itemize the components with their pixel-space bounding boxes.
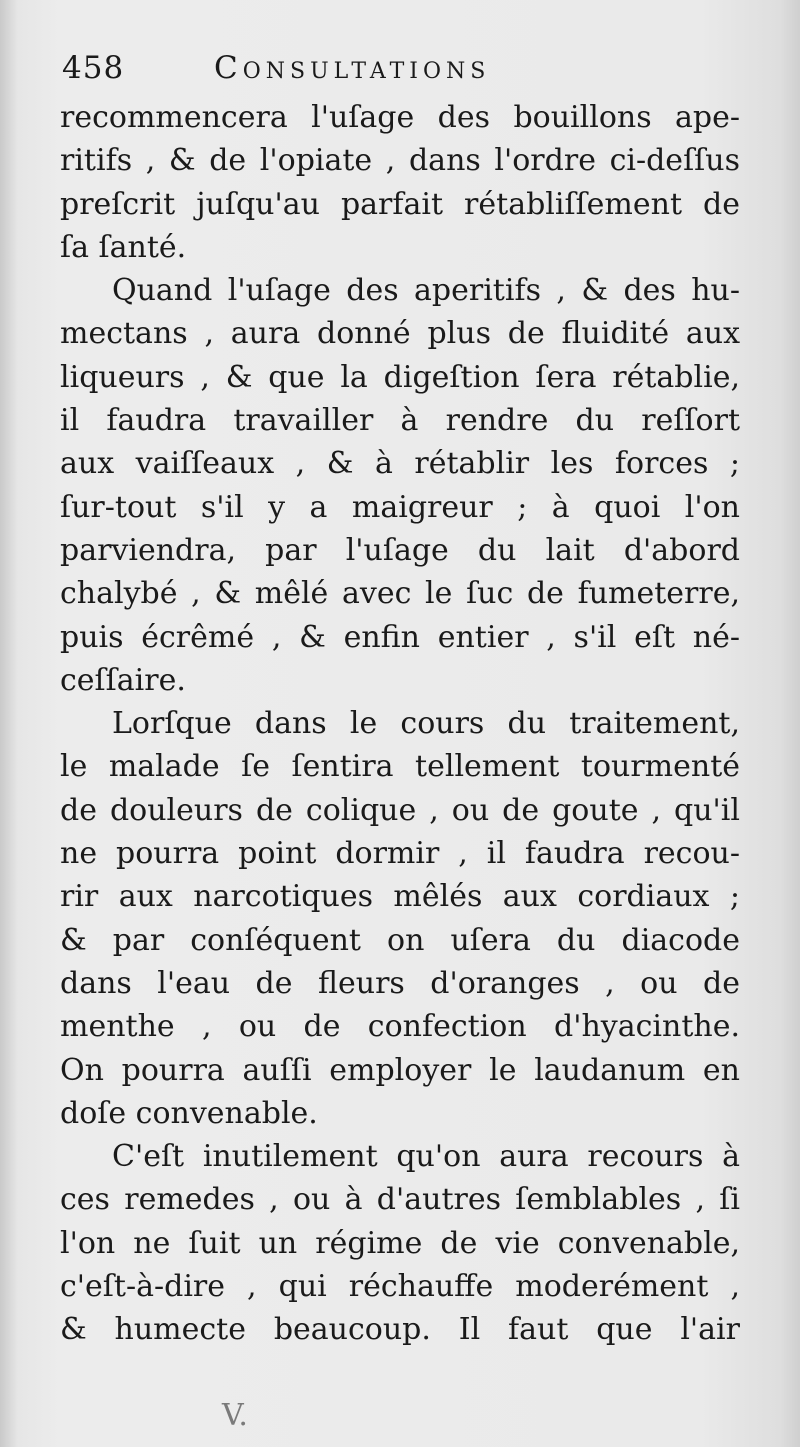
text-line: & humecte beaucoup. Il faut que l'air <box>60 1312 740 1348</box>
page-header <box>62 50 602 100</box>
text-line: il faudra travailler à rendre du reſſort <box>60 403 740 439</box>
signature-mark: V. <box>222 1398 248 1433</box>
text-line: ceſſaire. <box>60 662 186 698</box>
text-line: liqueurs , & que la digeſtion ſera rétablie, <box>60 359 740 395</box>
text-line: Quand l'uſage des aperitifs , & des hu- <box>112 273 740 309</box>
paragraph-1 <box>60 96 740 269</box>
text-line: ne pourra point dormir , il faudra recou- <box>60 836 740 872</box>
paragraph-2 <box>60 269 740 702</box>
paragraph-4 <box>60 1135 740 1351</box>
text-line: ſur-tout s'il y a maigreur ; à quoi l'on <box>60 489 740 525</box>
text-line: recommencera l'uſage des bouillons ape- <box>60 100 740 135</box>
text-line: chalybé , & mêlé avec le ſuc de fumeterre, <box>60 576 740 612</box>
page-number: 458 <box>62 50 125 86</box>
text-line: On pourra auſſi employer le laudanum en <box>60 1052 740 1088</box>
text-line: C'eſt inutilement qu'on aura recours à <box>112 1139 740 1175</box>
text-line: Lorſque dans le cours du traitement, <box>112 706 740 742</box>
text-line: parviendra, par l'uſage du lait d'abord <box>60 532 740 568</box>
text-line: de douleurs de colique , ou de goute , qu'il <box>60 792 740 828</box>
text-line: aux vaiſſeaux , & à rétablir les forces ; <box>60 446 740 482</box>
text-line: c'eſt-à-dire , qui réchauffe moderément , <box>60 1269 740 1305</box>
text-line: ritifs , & de l'opiate , dans l'ordre ci-deſſus <box>60 143 740 179</box>
text-line: dans l'eau de fleurs d'oranges , ou de <box>60 965 740 1001</box>
text-line: preſcrit juſqu'au parfait rétabliſſement de <box>60 186 740 222</box>
running-head: Consultations <box>214 50 491 86</box>
text-line: rir aux narcotiques mêlés aux cordiaux ; <box>60 879 740 915</box>
text-line: l'on ne ſuit un régime de vie convenable, <box>60 1225 740 1261</box>
text-line: ſa ſanté. <box>60 229 187 265</box>
text-line: le malade ſe ſentira tellement tourmenté <box>60 749 740 785</box>
text-line: menthe , ou de confection d'hyacinthe. <box>60 1009 740 1045</box>
text-line: & par conſéquent on uſera du diacode <box>60 922 740 958</box>
text-line: doſe convenable. <box>60 1095 318 1131</box>
text-line: ces remedes , ou à d'autres ſemblables , ſi <box>60 1182 740 1218</box>
body-text <box>60 96 740 1352</box>
paragraph-3 <box>60 702 740 1135</box>
text-line: mectans , aura donné plus de fluidité aux <box>60 316 740 352</box>
text-line: puis écrêmé , & enfin entier , s'il eſt né- <box>60 619 740 655</box>
